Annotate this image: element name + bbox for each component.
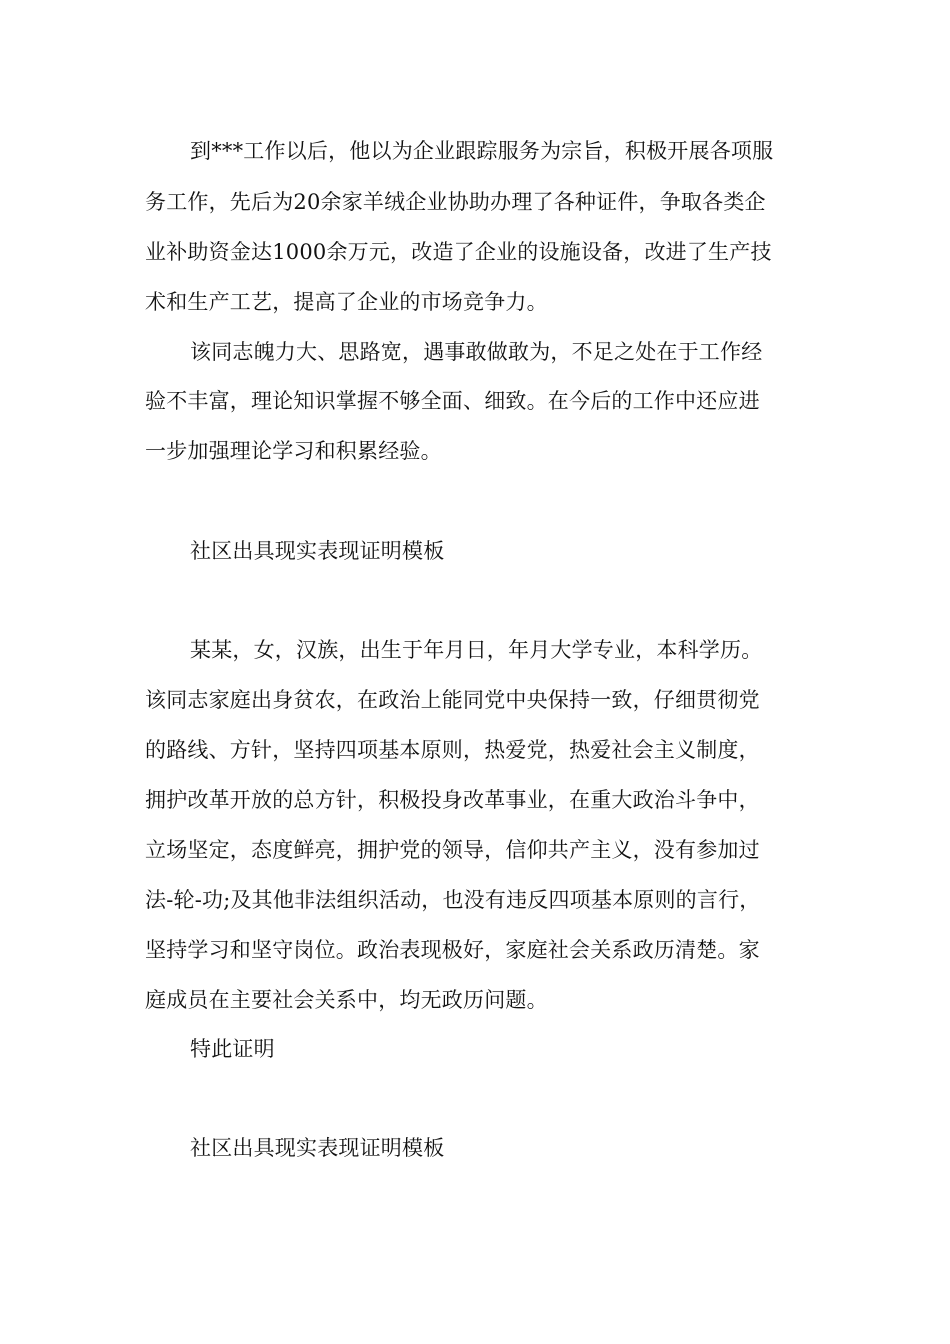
paragraph-3-line-3: 的路线、方针，坚持四项基本原则，热爱党，热爱社会主义制度，: [145, 738, 760, 762]
paragraph-2-line-3: 一步加强理论学习和积累经验。: [145, 439, 442, 463]
paragraph-1-line-3: 业补助资金达1000余万元，改造了企业的设施设备，改进了生产技: [145, 240, 772, 264]
paragraph-3-line-4: 拥护改革开放的总方针，积极投身改革事业，在重大政治斗争中，: [145, 788, 760, 812]
section-heading-1: 社区出具现实表现证明模板: [190, 539, 445, 563]
paragraph-1-line-2: 务工作，先后为20余家羊绒企业协助办理了各种证件，争取各类企: [145, 190, 766, 214]
paragraph-3-line-1: 某某，女，汉族，出生于年月日，年月大学专业，本科学历。: [190, 638, 763, 662]
paragraph-1-line-1: 到***工作以后，他以为企业跟踪服务为宗旨，积极开展各项服: [190, 139, 774, 163]
paragraph-2-line-2: 验不丰富，理论知识掌握不够全面、细致。在今后的工作中还应进: [145, 389, 760, 413]
paragraph-3-line-6: 法-轮-功;及其他非法组织活动，也没有违反四项基本原则的言行，: [145, 888, 761, 912]
paragraph-3-line-8: 庭成员在主要社会关系中，均无政历问题。: [145, 988, 548, 1012]
closing-statement: 特此证明: [190, 1037, 275, 1061]
paragraph-2-line-1: 该同志魄力大、思路宽，遇事敢做敢为，不足之处在于工作经: [190, 340, 763, 364]
paragraph-3-line-7: 坚持学习和坚守岗位。政治表现极好，家庭社会关系政历清楚。家: [145, 938, 760, 962]
section-heading-2: 社区出具现实表现证明模板: [190, 1136, 445, 1160]
paragraph-3-line-2: 该同志家庭出身贫农，在政治上能同党中央保持一致，仔细贯彻党: [145, 688, 760, 712]
paragraph-3-line-5: 立场坚定，态度鲜亮，拥护党的领导，信仰共产主义，没有参加过: [145, 838, 760, 862]
paragraph-1-line-4: 术和生产工艺，提高了企业的市场竞争力。: [145, 290, 548, 314]
